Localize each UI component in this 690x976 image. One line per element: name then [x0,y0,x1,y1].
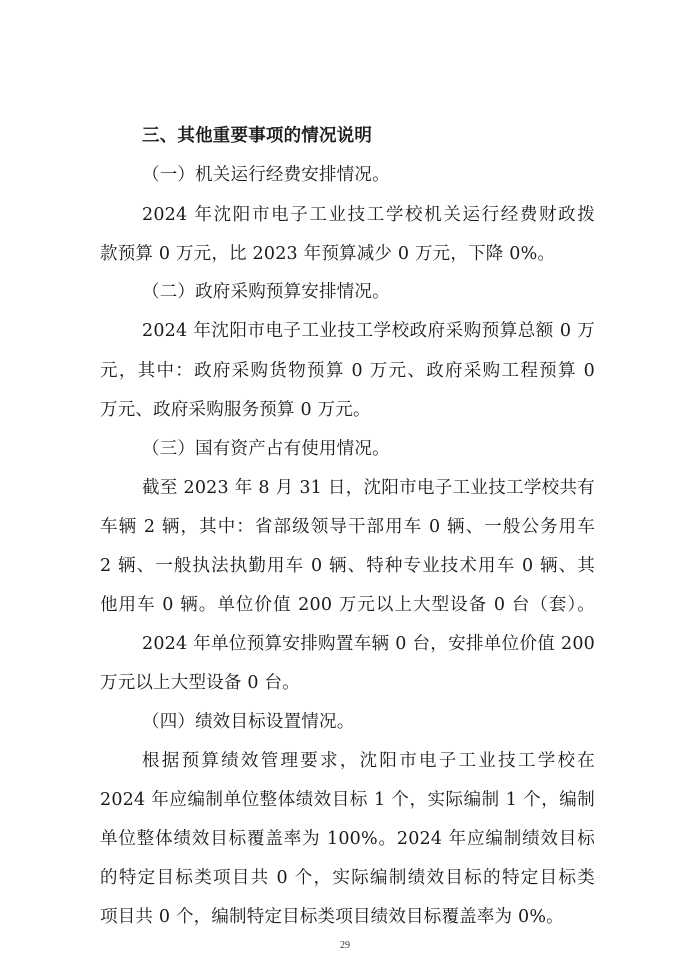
paragraph-line: 款预算 0 万元，比 2023 年预算减少 0 万元，下降 0%。 [100,244,556,264]
paragraph-line: 万元以上大型设备 0 台。 [100,673,300,693]
paragraph-line: 2024 年应编制单位整体绩效目标 1 个，实际编制 1 个，编制 [100,790,595,810]
paragraph-line: 2024 年单位预算安排购置车辆 0 台，安排单位价值 200 [142,634,595,654]
paragraph-line: 2 辆、一般执法执勤用车 0 辆、特种专业技术用车 0 辆、其 [100,556,595,576]
paragraph-line: 2024 年沈阳市电子工业技工学校政府采购预算总额 0 万 [142,321,595,341]
section-heading: 三、其他重要事项的情况说明 [142,126,373,146]
paragraph-line: 单位整体绩效目标覆盖率为 100%。2024 年应编制绩效目标 [100,829,595,849]
paragraph-line: 项目共 0 个，编制特定目标类项目绩效目标覆盖率为 0%。 [100,907,564,927]
subsection-title-2: （二）政府采购预算安排情况。 [142,282,390,302]
paragraph-line: 的特定目标类项目共 0 个，实际编制绩效目标的特定目标类 [100,868,595,888]
subsection-title-3: （三）国有资产占有使用情况。 [142,439,390,459]
paragraph-line: 元，其中：政府采购货物预算 0 万元、政府采购工程预算 0 [100,361,595,381]
page-number: 29 [340,940,350,951]
paragraph-line: 车辆 2 辆，其中：省部级领导干部用车 0 辆、一般公务用车 [100,517,595,537]
paragraph-line: 2024 年沈阳市电子工业技工学校机关运行经费财政拨 [142,205,595,225]
paragraph-line: 根据预算绩效管理要求，沈阳市电子工业技工学校在 [142,751,595,771]
paragraph-line: 他用车 0 辆。单位价值 200 万元以上大型设备 0 台（套）。 [100,595,595,615]
subsection-title-1: （一）机关运行经费安排情况。 [142,165,390,185]
subsection-title-4: （四）绩效目标设置情况。 [142,712,355,732]
paragraph-line: 万元、政府采购服务预算 0 万元。 [100,400,371,420]
paragraph-line: 截至 2023 年 8 月 31 日，沈阳市电子工业技工学校共有 [142,478,595,498]
